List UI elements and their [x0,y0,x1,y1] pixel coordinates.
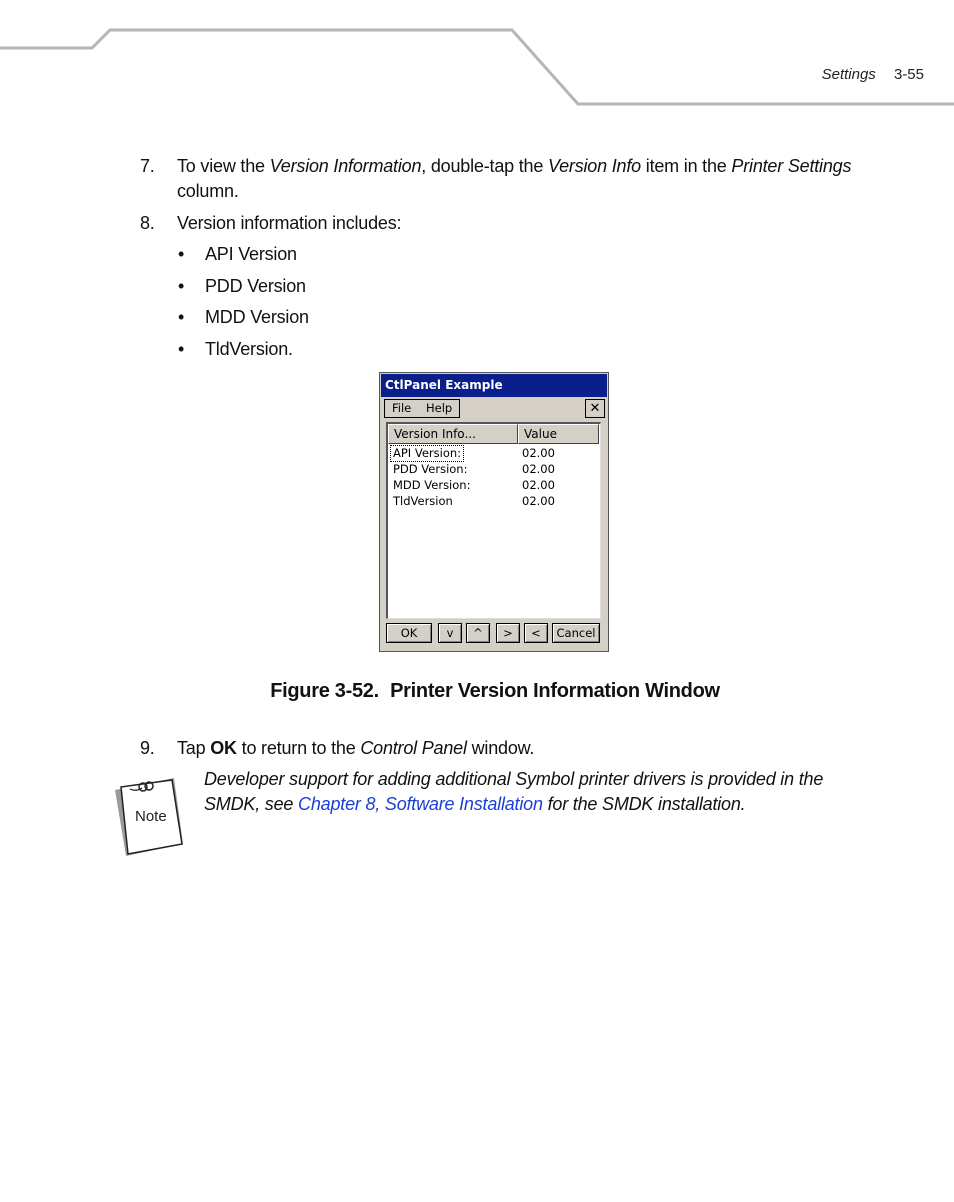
note-label: Note [135,808,167,825]
right-button[interactable]: > [496,623,520,643]
page-number: 3-55 [893,66,924,83]
step-number: 7. [140,156,155,176]
bullet-icon: • [178,339,185,359]
down-button[interactable]: v [438,623,462,643]
note-text [204,767,824,817]
row-name: API Version: [393,446,462,460]
row-name: PDD Version: [393,462,468,476]
menu-file[interactable]: File [392,401,412,415]
text-run: window. [466,738,535,758]
row-name: MDD Version: [393,478,471,492]
close-icon[interactable]: ✕ [585,399,605,418]
text-run: Tap [177,738,211,758]
running-head [822,66,924,83]
text-run: for the SMDK installation. [542,794,746,814]
row-name: TldVersion [393,494,453,508]
menu-bar [384,399,460,418]
text-run: To view the [177,156,270,176]
step-text [177,736,877,761]
step-text [177,154,877,204]
list-row[interactable] [388,478,599,494]
ok-button[interactable]: OK [386,623,432,643]
list-row[interactable] [388,494,599,510]
list-row[interactable] [388,462,599,478]
column-header-version-info[interactable]: Version Info... [388,424,518,444]
window-title-bar: CtlPanel Example [381,374,607,397]
row-value: 02.00 [522,462,555,476]
left-button[interactable]: < [524,623,548,643]
column-header-value[interactable]: Value [518,424,599,444]
italic-term: Control Panel [360,738,467,758]
row-value: 02.00 [522,494,555,508]
ctlpanel-window-screenshot [379,372,609,652]
italic-term: Printer Settings [731,156,852,176]
figure-title: Printer Version Information Window [390,680,720,702]
text-run: Developer support for adding additional Symbol printer drivers is provided in the SMDK, see [204,769,824,814]
figure-caption [0,680,954,703]
step-number: 8. [140,213,155,233]
text-run: column. [177,181,239,201]
text-run: , double-tap the [421,156,548,176]
version-list-view[interactable] [386,422,601,619]
list-row[interactable] [388,446,599,462]
row-value: 02.00 [522,478,555,492]
bullet-icon: • [178,244,185,264]
up-button[interactable]: ^ [466,623,490,643]
button-bar [380,623,610,647]
bullet-icon: • [178,276,185,296]
list-header [388,424,599,444]
section-name: Settings [821,66,876,83]
bold-term: OK [210,738,237,758]
figure-label: Figure 3-52. [270,680,379,702]
menu-help[interactable]: Help [426,401,453,415]
step-text: Version information includes: [177,213,402,233]
chapter-link[interactable]: Chapter 8, Software Installation [298,794,543,814]
italic-term: Version Information [269,156,422,176]
header-rule-decoration [0,0,954,110]
text-run: to return to the [236,738,361,758]
bullet-text: MDD Version [205,307,309,327]
step-number: 9. [140,738,155,758]
cancel-button[interactable]: Cancel [552,623,600,643]
bullet-text: PDD Version [205,276,306,296]
italic-term: Version Info [547,156,641,176]
bullet-icon: • [178,307,185,327]
bullet-text: API Version [205,244,297,264]
text-run: item in the [640,156,732,176]
bullet-text: TldVersion. [205,339,293,359]
row-value: 02.00 [522,446,555,460]
